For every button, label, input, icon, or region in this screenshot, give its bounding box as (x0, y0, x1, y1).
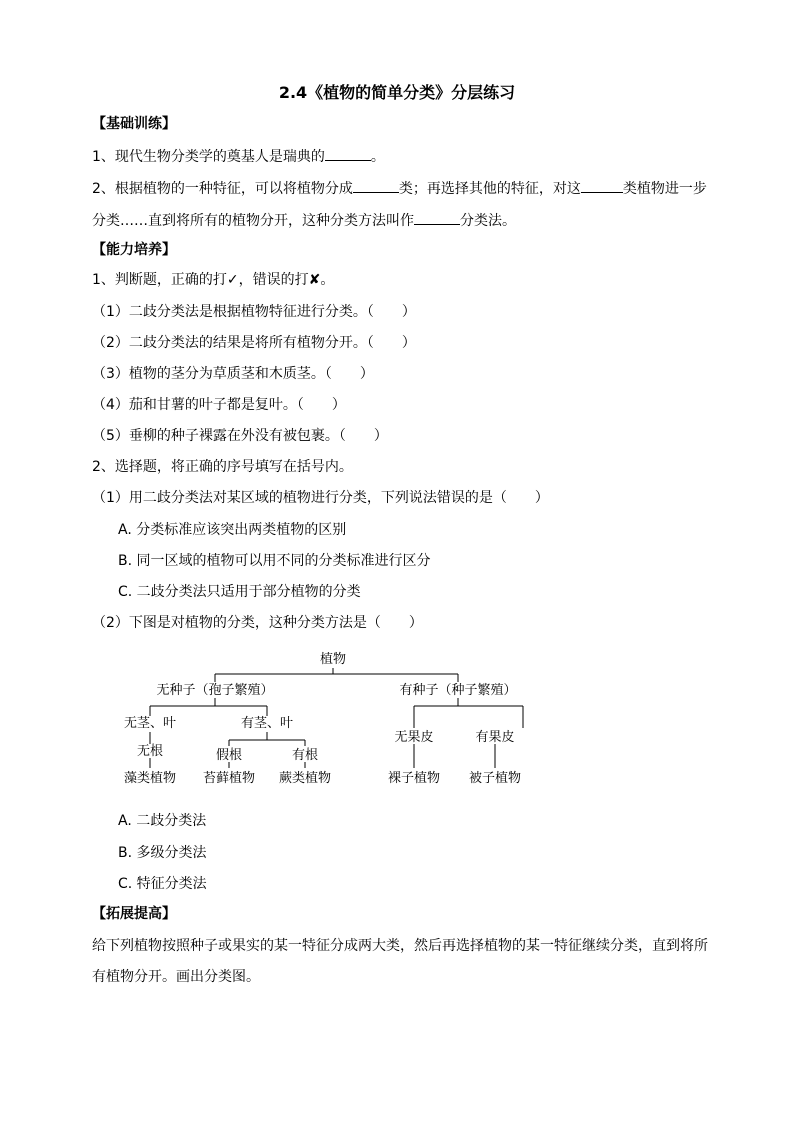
question-1-text: 1、现代生物分类学的奠基人是瑞典的 (92, 149, 325, 165)
tree-node-no-root: 无根 (136, 744, 164, 759)
tree-node-no-pericarp: 无果皮 (394, 730, 434, 745)
question-2-line2a: 分类……直到将所有的植物分开，这种分类方法叫作 (92, 213, 414, 229)
judge-item-1: （1）二歧分类法是根据植物特征进行分类。（ ） (92, 304, 416, 320)
tree-leaf-algae: 藻类植物 (123, 771, 177, 786)
choice-q2-option-b: B. 多级分类法 (118, 845, 207, 861)
judge-item-4: （4）茄和甘薯的叶子都是复叶。（ ） (92, 397, 346, 413)
section-heading-ability: 【能力培养】 (92, 242, 176, 258)
tree-leaf-fern: 蕨类植物 (278, 771, 332, 786)
choice-q1-stem: （1）用二歧分类法对某区域的植物进行分类，下列说法错误的是（ ） (92, 490, 549, 506)
choice-q1-option-b: B. 同一区域的植物可以用不同的分类标准进行区分 (118, 553, 431, 569)
question-2-line2b: 分类法。 (460, 213, 516, 229)
judge-item-2: （2）二歧分类法的结果是将所有植物分开。（ ） (92, 335, 416, 351)
question-2-part1: 2、根据植物的一种特征，可以将植物分成 (92, 181, 353, 197)
tree-node-no-seed: 无种子（孢子繁殖） (156, 683, 274, 698)
tree-node-no-stem-leaf: 无茎、叶 (123, 716, 177, 731)
judge-intro: 1、判断题，正确的打✓，错误的打✘。 (92, 272, 335, 288)
question-2-part2: 类；再选择其他的特征，对这 (398, 181, 581, 197)
tree-root: 植物 (319, 652, 347, 667)
section-heading-basic: 【基础训练】 (92, 116, 176, 132)
tree-labels (124, 651, 521, 786)
tree-leaf-angiosperm: 被子植物 (468, 771, 522, 786)
page-title: 2.4《植物的简单分类》分层练习 (278, 83, 516, 102)
tree-node-has-root: 有根 (291, 748, 319, 763)
choice-q1-option-a: A. 分类标准应该突出两类植物的区别 (118, 522, 347, 538)
choice-intro: 2、选择题，将正确的序号填写在括号内。 (92, 459, 353, 475)
section-heading-extension: 【拓展提高】 (92, 906, 176, 922)
tree-node-seed: 有种子（种子繁殖） (399, 683, 517, 698)
choice-q2-stem: （2）下图是对植物的分类，这种分类方法是（ ） (92, 615, 423, 631)
tree-node-pericarp: 有果皮 (475, 730, 515, 745)
tree-node-false-root: 假根 (215, 748, 243, 763)
choice-q1-option-c: C. 二歧分类法只适用于部分植物的分类 (118, 584, 361, 600)
choice-q2-option-c: C. 特征分类法 (118, 876, 207, 892)
question-2-part3: 类植物进一步 (622, 181, 707, 197)
tree-leaf-moss: 苔藓植物 (202, 771, 256, 786)
tree-node-stem-leaf: 有茎、叶 (240, 716, 294, 731)
judge-item-3: （3）植物的茎分为草质茎和木质茎。（ ） (92, 366, 374, 382)
judge-item-5: （5）垂柳的种子裸露在外没有被包裹。（ ） (92, 428, 388, 444)
choice-q2-option-a: A. 二歧分类法 (118, 813, 207, 829)
extension-text-line2: 有植物分开。画出分类图。 (92, 969, 260, 985)
extension-text-line1: 给下列植物按照种子或果实的某一特征分成两大类，然后再选择植物的某一特征继续分类，直到将所 (92, 938, 708, 954)
question-1-end: 。 (370, 149, 385, 165)
tree-leaf-gymnosperm: 裸子植物 (387, 771, 441, 786)
